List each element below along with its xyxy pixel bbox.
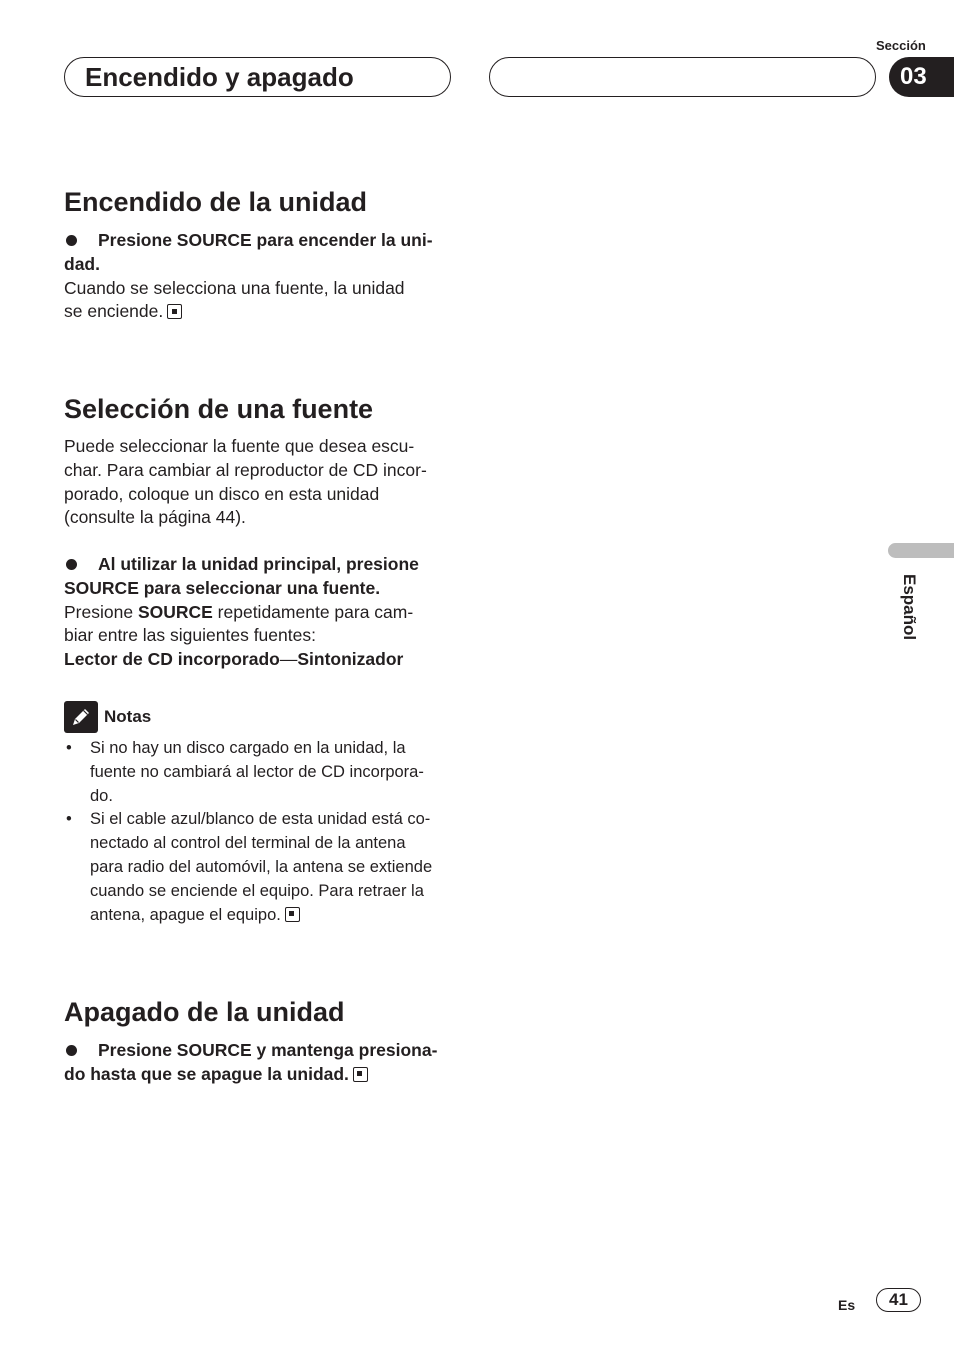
instruction-text: dad. xyxy=(64,253,100,274)
instruction-text: SOURCE para seleccionar una fuente. xyxy=(64,577,381,598)
source-tuner: Sintonizador xyxy=(297,649,404,670)
body-text: Cuando se selecciona una fuente, la unidad xyxy=(64,277,405,298)
note-item xyxy=(64,808,456,927)
instruction-text: Al utilizar la unidad principal, presione xyxy=(98,554,419,574)
notes-list xyxy=(64,737,456,927)
section-label: Sección xyxy=(876,38,926,53)
source-separator: — xyxy=(279,649,298,670)
press-prefix: Presione xyxy=(64,601,138,622)
instruction-apagado xyxy=(64,1039,456,1087)
notes-header xyxy=(64,701,151,733)
heading-apagado: Apagado de la unidad xyxy=(64,997,345,1027)
footer-language-code: Es xyxy=(838,1297,856,1313)
pencil-icon xyxy=(64,701,98,733)
note-text: cuando se enciende el equipo. Para retraer la xyxy=(90,881,424,900)
note-text: fuente no cambiará al lector de CD incorpora- xyxy=(90,762,424,781)
note-text: Si el cable azul/blanco de esta unidad está co- xyxy=(90,810,431,829)
note-text-end xyxy=(90,904,432,928)
chapter-title-pill xyxy=(64,57,451,97)
source-sequence xyxy=(64,648,456,672)
instruction-text-end xyxy=(64,1063,456,1087)
press-suffix: repetidamente para cam- xyxy=(212,601,414,622)
note-item xyxy=(64,737,456,808)
source-key-label: SOURCE xyxy=(137,601,213,622)
body-text: se enciende. xyxy=(64,301,164,322)
note-bullet: • xyxy=(66,810,72,829)
instruction-bullet-icon xyxy=(66,235,77,246)
body-text: porado, coloque un disco en esta unidad xyxy=(64,483,380,504)
page-number: 41 xyxy=(876,1288,921,1312)
language-tab-label: Español xyxy=(900,574,919,641)
end-of-section-icon xyxy=(167,304,182,319)
instruction-seleccion xyxy=(64,553,456,672)
instruction-text: Presione SOURCE para encender la uni- xyxy=(98,230,433,250)
note-bullet: • xyxy=(66,739,72,757)
note-text: do. xyxy=(90,786,113,805)
instruction-text: Presione SOURCE y mantenga presiona- xyxy=(98,1040,438,1060)
heading-encendido: Encendido de la unidad xyxy=(64,187,368,217)
body-text: char. Para cambiar al reproductor de CD incor- xyxy=(64,459,427,480)
notes-title: Notas xyxy=(104,707,152,726)
end-of-section-icon xyxy=(353,1067,368,1082)
note-text: antena, apague el equipo. xyxy=(90,905,281,924)
source-cd: Lector de CD incorporado xyxy=(64,649,280,670)
body-text: biar entre las siguientes fuentes: xyxy=(64,625,316,646)
language-tab-marker xyxy=(888,543,954,558)
instruction-encendido xyxy=(64,229,456,324)
intro-seleccion xyxy=(64,435,456,530)
heading-seleccion: Selección de una fuente xyxy=(64,394,374,424)
note-text: nectado al control del terminal de la antena xyxy=(90,834,406,853)
instruction-bullet-icon xyxy=(66,559,77,570)
body-text: Puede seleccionar la fuente que desea escu- xyxy=(64,436,415,456)
note-text: para radio del automóvil, la antena se extiende xyxy=(90,857,433,876)
chapter-title: Encendido y apagado xyxy=(85,62,354,92)
section-number-badge: 03 xyxy=(889,57,954,97)
body-text: (consulte la página 44). xyxy=(64,507,246,528)
body-text-end xyxy=(64,300,456,324)
instruction-bullet-icon xyxy=(66,1045,77,1056)
header-blank-pill xyxy=(489,57,876,97)
end-of-section-icon xyxy=(285,907,300,922)
press-text xyxy=(64,601,456,625)
instruction-text: do hasta que se apague la unidad. xyxy=(64,1063,349,1084)
note-text: Si no hay un disco cargado en la unidad, la xyxy=(90,739,406,757)
